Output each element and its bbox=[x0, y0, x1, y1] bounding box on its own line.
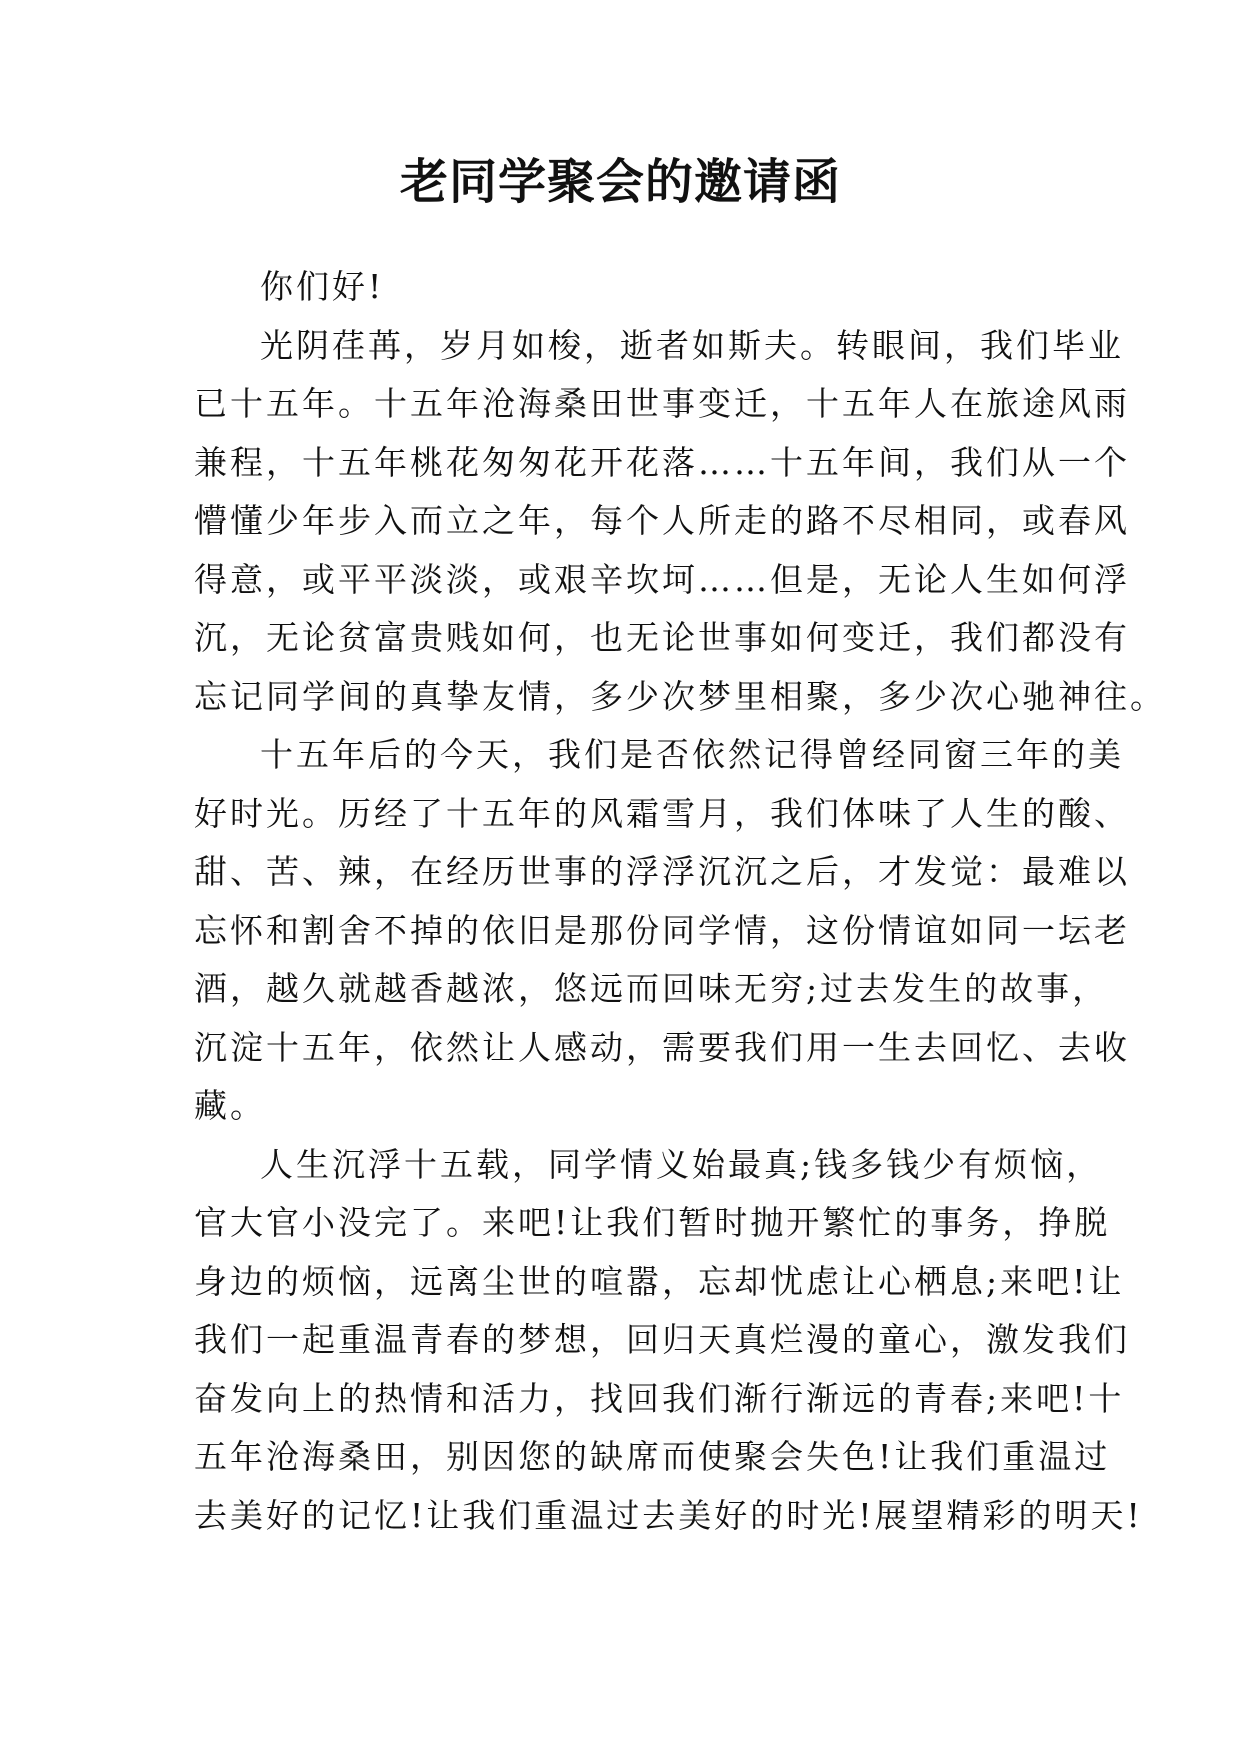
paragraph-line: 沉淀十五年，依然让人感动，需要我们用一生去回忆、去收 bbox=[194, 1027, 1130, 1067]
paragraph-line: 好时光。历经了十五年的风霜雪月，我们体味了人生的酸、 bbox=[194, 793, 1130, 833]
paragraph-line: 得意，或平平淡淡，或艰辛坎坷……但是，无论人生如何浮 bbox=[194, 559, 1130, 599]
paragraph-line: 已十五年。十五年沧海桑田世事变迁，十五年人在旅途风雨 bbox=[194, 384, 1130, 423]
paragraph-line: 去美好的记忆!让我们重温过去美好的时光!展望精彩的明天! bbox=[194, 1495, 1143, 1535]
document-title: 老同学聚会的邀请函 bbox=[399, 154, 841, 210]
body-paragraph-1 bbox=[194, 317, 1166, 727]
paragraph-line: 沉，无论贫富贵贱如何，也无论世事如何变迁，我们都没有 bbox=[194, 618, 1130, 657]
paragraph-line: 五年沧海桑田，别因您的缺席而使聚会失色!让我们重温过 bbox=[194, 1437, 1111, 1476]
paragraph-line: 人生沉浮十五载，同学情义始最真;钱多钱少有烦恼， bbox=[260, 1144, 1103, 1184]
paragraph-line: 官大官小没完了。来吧!让我们暂时抛开繁忙的事务，挣脱 bbox=[194, 1203, 1111, 1242]
paragraph-line: 藏。 bbox=[194, 1086, 266, 1125]
paragraph-line: 我们一起重温青春的梦想，回归天真烂漫的童心，激发我们 bbox=[194, 1320, 1130, 1359]
paragraph-line: 忘记同学间的真挚友情，多少次梦里相聚，多少次心驰神往。 bbox=[194, 676, 1166, 716]
paragraph-line: 甜、苦、辣，在经历世事的浮浮沉沉之后，才发觉：最难以 bbox=[194, 852, 1130, 891]
paragraph-line: 你们好! bbox=[260, 267, 385, 306]
paragraph-line: 身边的烦恼，远离尘世的喧嚣，忘却忧虑让心栖息;来吧!让 bbox=[194, 1261, 1125, 1301]
paragraph-line: 奋发向上的热情和活力，找回我们渐行渐远的青春;来吧!十 bbox=[194, 1378, 1125, 1418]
letter-body bbox=[194, 258, 1166, 1545]
greeting-paragraph bbox=[194, 258, 1060, 317]
body-paragraph-2 bbox=[194, 726, 1130, 1136]
paragraph-line: 酒，越久就越香越浓，悠远而回味无穷;过去发生的故事， bbox=[194, 969, 1109, 1008]
body-paragraph-3 bbox=[194, 1136, 1143, 1546]
paragraph-line: 光阴荏苒，岁月如梭，逝者如斯夫。转眼间，我们毕业 bbox=[260, 325, 1124, 365]
paragraph-line: 兼程，十五年桃花匆匆花开花落……十五年间，我们从一个 bbox=[194, 442, 1130, 482]
paragraph-line: 十五年后的今天，我们是否依然记得曾经同窗三年的美 bbox=[260, 735, 1124, 774]
paragraph-line: 忘怀和割舍不掉的依旧是那份同学情，这份情谊如同一坛老 bbox=[194, 910, 1130, 950]
paragraph-line: 懵懂少年步入而立之年，每个人所走的路不尽相同，或春风 bbox=[194, 501, 1130, 540]
